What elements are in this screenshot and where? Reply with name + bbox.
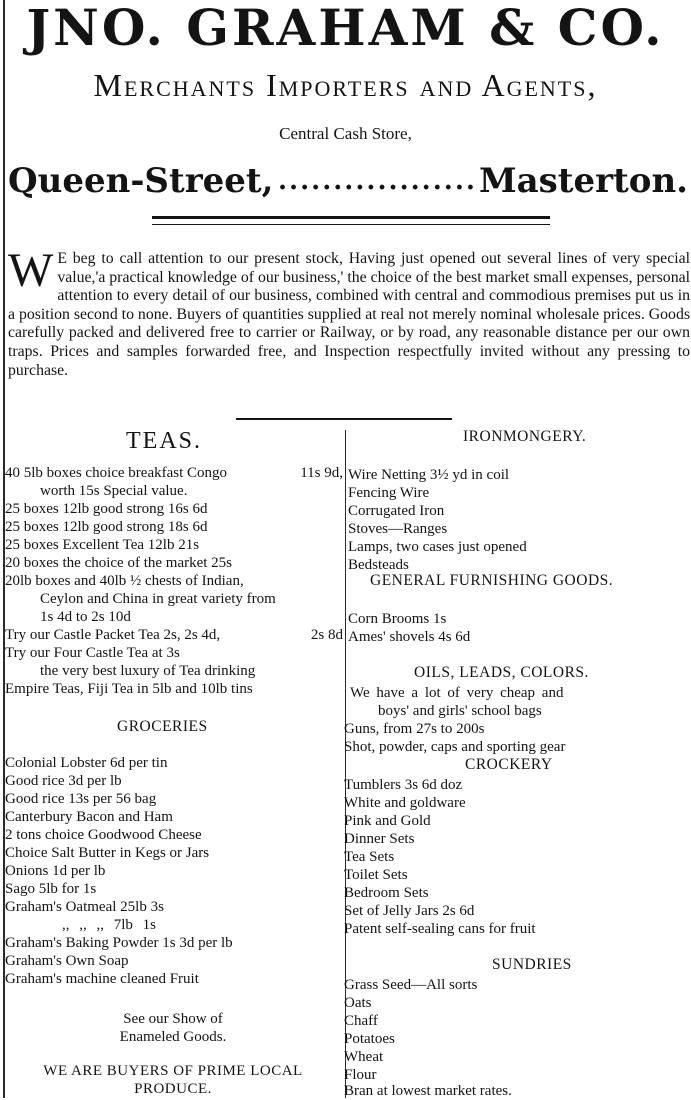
show-notice-line-1: See our Show of: [123, 1011, 223, 1027]
ironmongery-item: Stoves—Ranges: [348, 521, 448, 537]
crockery-item: Toilet Sets: [344, 867, 408, 883]
oils-item: We have a lot of very cheap and: [350, 685, 564, 701]
furnishing-heading: GENERAL FURNISHING GOODS.: [370, 572, 614, 589]
ironmongery-item: Corrugated Iron: [348, 503, 445, 519]
teas-heading: TEAS.: [126, 428, 202, 454]
grocery-item: Canterbury Bacon and Ham: [5, 809, 173, 825]
ironmongery-item: Fencing Wire: [348, 485, 430, 501]
address-line: [8, 156, 688, 206]
furnishing-item: Ames' shovels 4s 6d: [348, 629, 471, 645]
sundries-item: Oats: [344, 995, 372, 1011]
intro-dropcap: W: [8, 244, 54, 297]
grocery-item: Good rice 13s per 56 bag: [5, 791, 157, 807]
tea-item-congo-note: worth 15s Special value.: [40, 483, 188, 499]
tea-item: Try our Four Castle Tea at 3s: [5, 645, 180, 661]
oils-item: boys' and girls' school bags: [378, 703, 542, 719]
ironmongery-item: Lamps, two cases just opened: [348, 539, 527, 555]
intro-paragraph: [8, 244, 690, 410]
header-divider-thick: [152, 216, 550, 219]
oils-item: Guns, from 27s to 200s: [344, 721, 485, 737]
groceries-heading: GROCERIES: [117, 718, 208, 735]
sundries-item: Potatoes: [344, 1031, 395, 1047]
grocery-item: Onions 1d per lb: [5, 863, 106, 879]
grocery-item: ,, ,, ,, 7lb 1s: [62, 917, 157, 933]
sundries-item: Chaff: [344, 1013, 378, 1029]
firm-name: JNO. GRAHAM & CO.: [26, 0, 665, 57]
tea-item-congo-price: 11s 9d,: [300, 465, 343, 481]
grocery-item: Graham's Own Soap: [5, 953, 129, 969]
oils-item: Shot, powder, caps and sporting gear: [344, 739, 566, 755]
tea-item-cont: the very best luxury of Tea drinking: [40, 663, 256, 679]
show-notice-line-2: Enameled Goods.: [119, 1029, 227, 1045]
buyers-notice-line-1: WE ARE BUYERS OF PRIME LOCAL: [43, 1063, 303, 1079]
grocery-item: Graham's machine cleaned Fruit: [5, 971, 199, 987]
grocery-item: Colonial Lobster 6d per tin: [5, 755, 168, 771]
grocery-item: Graham's Oatmeal 25lb 3s: [5, 899, 164, 915]
sundries-item: Flour: [344, 1067, 377, 1083]
tea-item: 20lb boxes and 40lb ½ chests of Indian,: [5, 573, 244, 589]
intro-text: E beg to call attention to our present stock, Having just opened out several lines of very special value,'a practical knowledge of our business,' the choice of the best market small expenses, personal attention to every detail of our business, combined with central and commodious premises put us in a position second to none. Buyers of quantities supplied at real not merely nominal wholesale prices. Goods carefully packed and delivered free to carrier or Railway, or by road, any reasonable distance per our own traps. Prices and samples forwarded free, and Inspection respectfully invited without any pressing to purchase.: [8, 250, 690, 379]
ironmongery-heading: IRONMONGERY.: [463, 428, 587, 445]
header-divider-thin: [152, 224, 550, 225]
grocery-item: Graham's Baking Powder 1s 3d per lb: [5, 935, 233, 951]
street-name: Queen-Street,: [8, 161, 274, 201]
tea-item: 25 boxes 12lb good strong 16s 6d: [5, 501, 208, 517]
grocery-item: 2 tons choice Goodwood Cheese: [5, 827, 202, 843]
sundries-item: Bran at lowest market rates.: [344, 1083, 512, 1099]
crockery-item: Pink and Gold: [344, 813, 431, 829]
sundries-item: Grass Seed—All sorts: [344, 977, 478, 993]
address-dots: ..................: [278, 166, 477, 196]
sundries-heading: SUNDRIES: [492, 956, 572, 973]
town-name: Masterton.: [479, 161, 688, 201]
grocery-item: Choice Salt Butter in Kegs or Jars: [5, 845, 210, 861]
tea-item-cont: Ceylon and China in great variety from: [40, 591, 276, 607]
tea-item-congo-text: 40 5lb boxes choice breakfast Congo: [5, 465, 228, 481]
tea-item: 25 boxes Excellent Tea 12lb 21s: [5, 537, 200, 553]
crockery-item: Bedroom Sets: [344, 885, 429, 901]
tea-item-congo: [5, 464, 343, 482]
ironmongery-item: Bedsteads: [348, 557, 409, 573]
tea-item: 20 boxes the choice of the market 25s: [5, 555, 233, 571]
firm-subtitle: Merchants Importers and Agents,: [93, 67, 598, 103]
grocery-item: Good rice 3d per lb: [5, 773, 122, 789]
store-name: Central Cash Store,: [279, 124, 412, 143]
crockery-item: White and goldware: [344, 795, 466, 811]
oils-heading: OILS, LEADS, COLORS.: [414, 664, 589, 681]
furnishing-item: Corn Brooms 1s: [348, 611, 447, 627]
grocery-item: Sago 5lb for 1s: [5, 881, 97, 897]
tea-item-castle: [5, 626, 343, 644]
crockery-item: Tea Sets: [344, 849, 395, 865]
tea-item-cont: 1s 4d to 2s 10d: [40, 609, 131, 625]
section-divider: [236, 418, 452, 420]
crockery-item: Tumblers 3s 6d doz: [344, 777, 463, 793]
tea-item-castle-text: Try our Castle Packet Tea 2s, 2s 4d,: [5, 627, 221, 643]
crockery-item: Patent self-sealing cans for fruit: [344, 921, 536, 937]
crockery-item: Set of Jelly Jars 2s 6d: [344, 903, 475, 919]
tea-item: 25 boxes 12lb good strong 18s 6d: [5, 519, 208, 535]
ironmongery-item: Wire Netting 3½ yd in coil: [348, 467, 510, 483]
crockery-heading: CROCKERY: [465, 756, 553, 773]
tea-item-castle-price: 2s 8d: [310, 627, 343, 643]
crockery-item: Dinner Sets: [344, 831, 415, 847]
sundries-item: Wheat: [344, 1049, 384, 1065]
buyers-notice-line-2: PRODUCE.: [134, 1081, 212, 1097]
tea-item: Empire Teas, Fiji Tea in 5lb and 10lb tins: [5, 681, 253, 697]
